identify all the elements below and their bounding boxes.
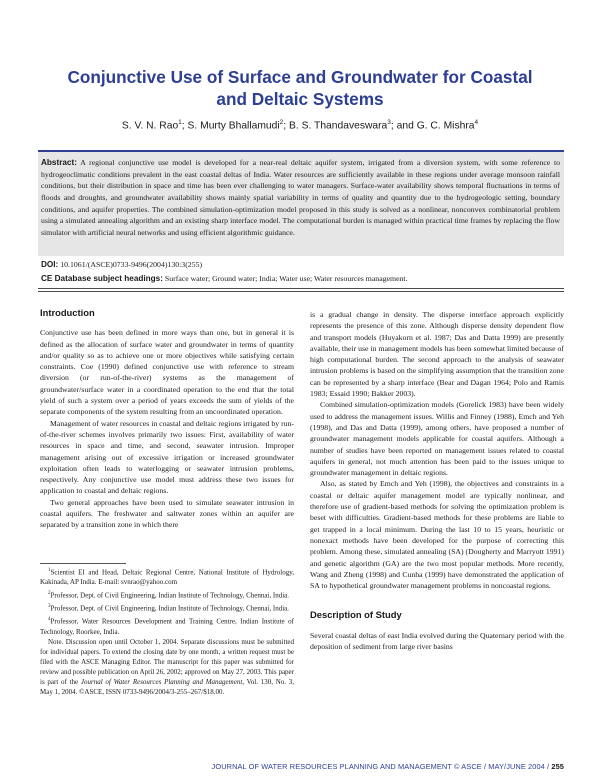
footnote bbox=[40, 566, 294, 588]
right-column bbox=[310, 309, 564, 652]
body-paragraph: Management of water resources in coastal and deltaic regions irrigated by run-of-the-river schemes involves primarily two issues: First, availability of water resources in space and time, and second, seawater intrusion. Improper management arising out of excessive irrigation or increased groundwater exploitation often leads to waterlogging or seawater intrusion problems, respectively. Any conjunctive use model must address these two issues for application to coastal and deltaic regions. bbox=[40, 418, 294, 496]
author-separator: ; and bbox=[390, 120, 417, 132]
page-footer bbox=[212, 762, 564, 771]
body-paragraph: Conjunctive use has been defined in more ways than one, but in general it is defined as the allocation of surface water and groundwater in terms of quantity and/or quality so as to achieve one or more objectives while satisfying certain constraints. Coe (1990) defined conjunctive use with reference to stream diversion (or run-of-the-river) systems as the management of groundwater/surface water in a coordinated operation to the end that the total yield of such a system over a period of years exceeds the sum of yields of the separate components of the system resulting from an uncoordinated operation. bbox=[40, 328, 294, 417]
author-name: S. V. N. Rao bbox=[121, 120, 179, 132]
body-paragraph: is a gradual change in density. The disperse interface approach explicitly represents the presence of this zone. Although disperse density dependent flow and transport models (Huyakorn et al. 1987; Das and Datta 1999) are presently available, their use in management models has been somewhat limited because of high computational burden. The second approach to the analysis of seawater intrusion problems is based on the simplifying assumption that the transition zone can be represented by a sharp interface (Bear and Dagan 1964; Polo and Ramis 1983; Essaid 1990; Bakker 2003). bbox=[310, 310, 564, 399]
footnote-marker: 4 bbox=[48, 617, 51, 623]
author-affiliation-marker: 2 bbox=[279, 119, 284, 126]
author-name: S. Murty Bhallamudi bbox=[187, 120, 280, 132]
subject-headings-label: CE Database subject headings: bbox=[41, 274, 163, 283]
introduction-heading: Introduction bbox=[40, 307, 95, 318]
body-paragraph: Several coastal deltas of east India evolved during the Quaternary period with the deposition of sediment from large river basins bbox=[310, 630, 564, 652]
body-paragraph: Combined simulation-optimization models (Gorelick 1983) have been widely used to address the management issues. Willis and Finney (1988), Emch and Yeh (1998), and Das and Datta (1999), among others, have proposed a number of groundwater management models applicable for coastal aquifers. Although a number of studies have been reported on management issues related to coastal aquifers in general, not much attention has been paid to the issues unique to groundwater management in deltaic regions. bbox=[310, 400, 564, 478]
paper-title bbox=[40, 66, 560, 110]
footnote-marker: 2 bbox=[48, 591, 51, 597]
author-affiliation-marker: 4 bbox=[474, 119, 479, 126]
body-paragraph: Also, as stated by Emch and Yeh (1998), the objectives and constraints in a coastal or deltaic aquifer management model are typically nonlinear, and therefore use of gradient-based methods for solving the optimization problem is beset with difficulties. Gradient-based methods for these problems are liable to get trapped in a local minimum. During the last 10 to 15 years, heuristic or nonexact methods have been developed for the purpose of correcting this problem. Among these, simulated annealing (SA) (Dougherty and Marryott 1991) and genetic algorithm (GA) are the two most popular methods. More recently, Wang and Zheng (1998) and Cunha (1999) have demonstrated the application of SA to hypothetical groundwater management problems in noncoastal regions. bbox=[310, 479, 564, 591]
doi-line bbox=[41, 260, 202, 269]
footnote-text: Scientist EI and Head, Deltaic Regional Centre, National Institute of Hydrology, Kakinada, AP India. E-mail: svnrao@yahoo.com bbox=[40, 568, 294, 587]
journal-name: Journal of Water Resources Planning and Management bbox=[80, 677, 243, 686]
footnote-marker: 1 bbox=[48, 568, 51, 573]
footnote-marker: 3 bbox=[48, 604, 51, 610]
footnote-rule bbox=[40, 563, 126, 564]
doi-label: DOI: bbox=[41, 260, 59, 269]
author-separator: ; bbox=[283, 120, 290, 132]
body-paragraph: Two general approaches have been used to simulate seawater intrusion in coastal aquifers. The freshwater and saltwater zones within an aquifer are separated by a transition zone in which there bbox=[40, 497, 294, 530]
note-text: , Vol. 130, No. 3, May 1, 2004. ©ASCE, ISSN 0733-9496/2004/3-255–267/$18.00. bbox=[40, 677, 295, 696]
abstract-box bbox=[38, 150, 564, 256]
footnote bbox=[40, 602, 294, 614]
title-line-1: Conjunctive Use of Surface and Groundwater for Coastal bbox=[67, 67, 533, 87]
subject-headings-value: Surface water; Ground water; India; Water use; Water resources management. bbox=[164, 274, 408, 283]
study-heading: Description of Study bbox=[310, 609, 402, 621]
footnote bbox=[40, 615, 294, 637]
section-divider bbox=[38, 288, 564, 289]
author-affiliation-marker: 3 bbox=[387, 119, 391, 126]
footnote-text: Professor, Dept. of Civil Engineering, Indian Institute of Technology, Chennai, India. bbox=[50, 591, 290, 600]
page-number: 255 bbox=[551, 762, 564, 771]
footnote-text: Professor, Water Resources Development and Training Centre, Indian Institute of Technology, Roorkee, India. bbox=[40, 617, 294, 636]
author-list bbox=[40, 119, 560, 131]
section-divider bbox=[38, 291, 564, 292]
author-affiliation-marker: 1 bbox=[178, 119, 182, 126]
abstract-label: Abstract: bbox=[41, 158, 77, 167]
author-name: G. C. Mishra bbox=[416, 120, 475, 132]
note-text: Note. Discussion open until October 1, 2004. Separate discussions must be submitted for individual papers. To extend the closing date by one month, a written request must be filed with the ASCE Managing Editor. The manuscript for this paper was submitted for review and possible publication on April 26, 2002; approved on May 27, 2003. This paper is part of the bbox=[40, 638, 294, 686]
left-column bbox=[40, 307, 294, 531]
subject-headings-line bbox=[41, 274, 408, 283]
footnotes bbox=[40, 566, 294, 698]
footnote-text: Professor, Dept. of Civil Engineering, Indian Institute of Technology, Chennai, India. bbox=[50, 604, 290, 613]
footnote bbox=[40, 589, 294, 601]
abstract-text: A regional conjunctive use model is developed for a near-real deltaic aquifer system, irrigated from a diversion system, with some reference to hydrogeoclimatic conditions prevalent in the east coastal deltas of India. Water resources are sufficiently available in these regions under average monsoon rainfall conditions, but their distribution in space and time has been ever challenging to water managers. Surface-water availability shows temporal fluctuations in terms of floods and droughts, and groundwater availability shows mainly spatial variability in terms of quality and quantity due to the hydrogeologic setting, boundary conditions, and aquifer properties. The combined simulation-optimization model proposed in this study is solved as a nonlinear, nonconvex combinatorial problem using a simulated annealing algorithm and an existing sharp interface model. The computational burden is managed within practical time frames by replacing the flow simulator with artificial neural networks and using efficient algorithmic guidance. bbox=[41, 158, 560, 237]
title-line-2: and Deltaic Systems bbox=[216, 89, 384, 109]
footer-journal: JOURNAL OF WATER RESOURCES PLANNING AND MANAGEMENT © ASCE / MAY/JUNE 2004 / bbox=[211, 762, 550, 771]
author-separator: ; bbox=[181, 120, 188, 132]
doi-value: 10.1061/(ASCE)0733-9496(2004)130:3(255) bbox=[60, 260, 203, 269]
author-name: B. S. Thandaveswara bbox=[289, 120, 388, 132]
editorial-note bbox=[40, 638, 294, 697]
